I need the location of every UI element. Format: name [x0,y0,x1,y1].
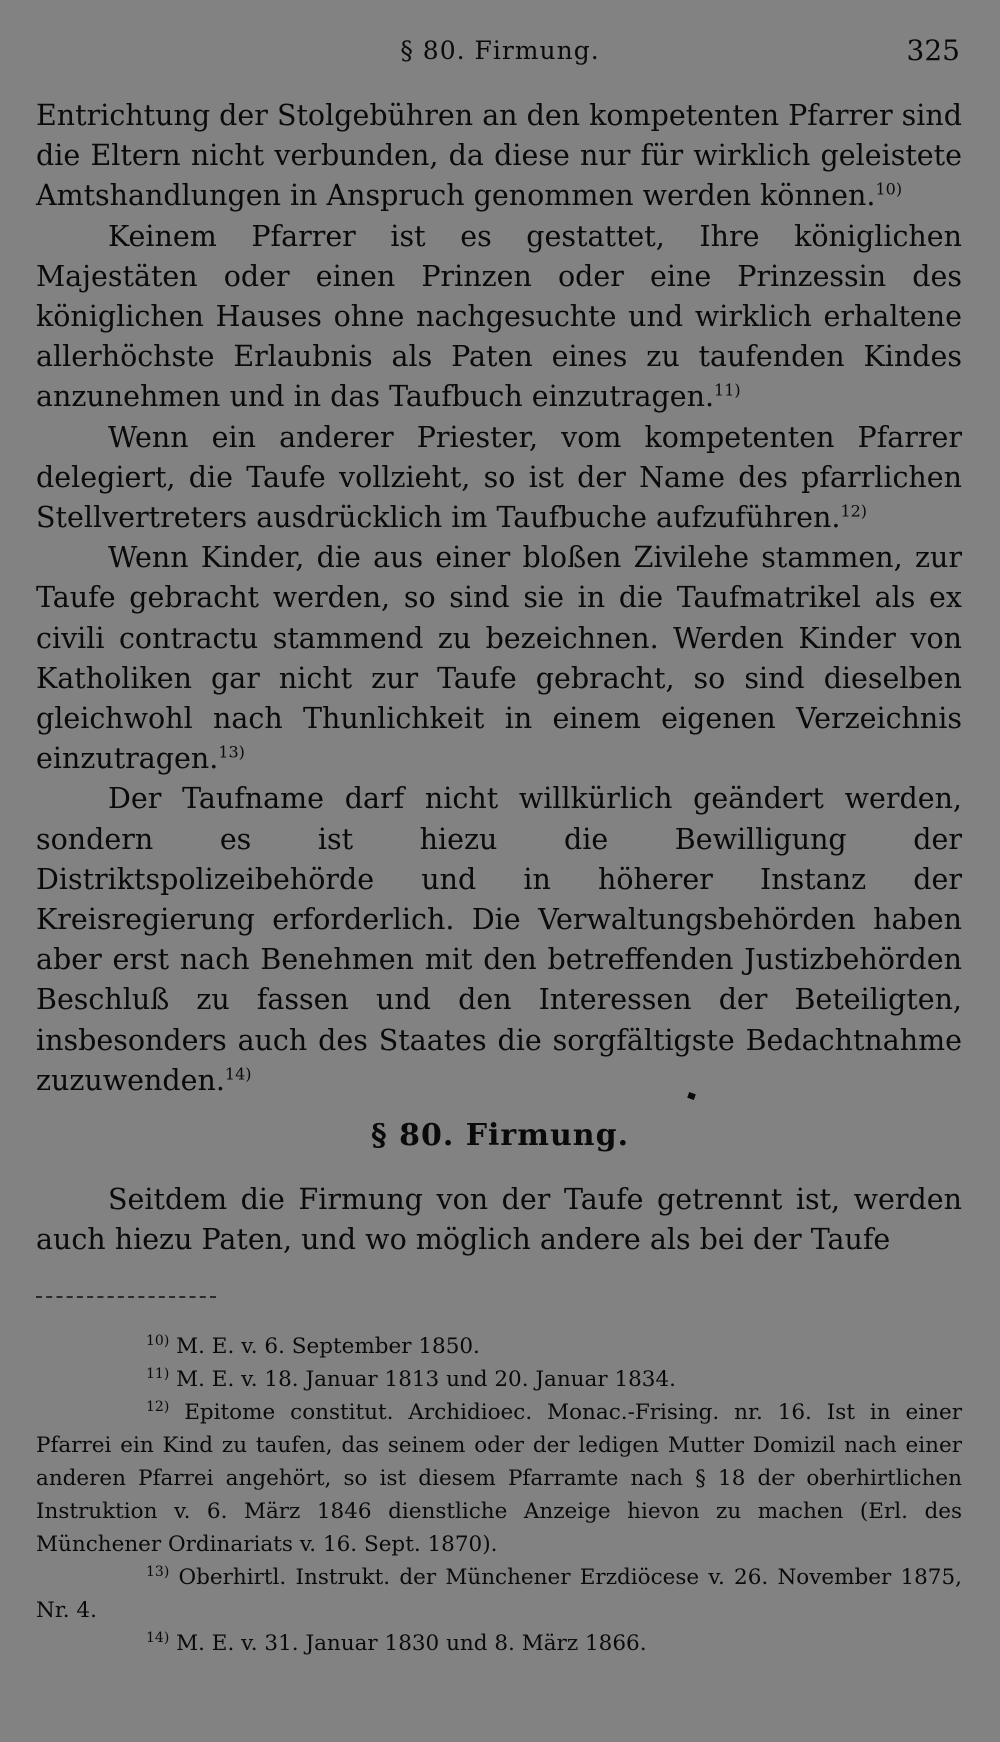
paragraph: Seitdem die Firmung von der Taufe getrennt ist, werden auch hiezu Paten, und wo möglich andere als bei der Taufe [36,1183,962,1257]
footnote: $^{14)}$ M. E. v. 31. Januar 1830 und 8. März 1866. [146,1629,647,1656]
footnotes [36,1330,962,1660]
footnote-ref: 12) [840,501,868,521]
running-head [0,36,1000,76]
paragraph: Wenn ein anderer Priester, vom kompetenten Pfarrer delegiert, die Taufe vollzieht, so ist der Name des pfarrlichen Stellvertreters ausdrücklich im Taufbuche aufzuführen.$^{12)}$ [36,420,962,535]
footnote: $^{12)}$ Epitome constitut. Archidioec. Monac.-Frising. nr. 16. Ist in einer Pfarrei ein Kind zu taufen, das seinem oder der ledigen Mutter Domizil nach einer anderen Pfarrei angehört, so ist diesem Pfarramte nach § 18 der oberhirtlichen Instruktion v. 6. März 1846 dienstliche Anzeige hievon zu machen (Erl. des Münchener Ordinariats v. 16. Sept. 1870). [36,1398,962,1557]
section-heading: § 80. Firmung. [370,1118,630,1153]
footnote-divider [36,1296,216,1298]
footnote-ref: 13) [218,742,245,762]
body-text [36,96,962,1101]
running-title: § 80. Firmung. [400,36,600,65]
section-body [36,1180,962,1260]
footnote: $^{13)}$ Oberhirtl. Instrukt. der Münchener Erzdiöcese v. 26. November 1875, Nr. 4. [36,1563,962,1623]
paragraph: Entrichtung der Stolgebühren an den kompetenten Pfarrer sind die Eltern nicht verbunden, da diese nur für wirklich geleistete Amtshandlungen in Anspruch genommen werden können.$^{10)}$ [36,99,962,213]
footnote-ref: 10) [875,179,903,199]
footnote-ref: 14) [224,1064,252,1084]
paragraph: Der Taufname darf nicht willkürlich geändert werden, sondern es ist hiezu die Bewilligung der Distriktspolizeibehörde und in höherer Instanz der Kreisregierung erforderlich. Die Verwaltungsbehörden haben aber erst nach Benehmen mit den betreffenden Justizbehörden Beschluß zu fassen und den Interessen der Beteiligten, insbesonders auch des Staates die sorgfältigste Bedachtnahme zuzuwenden.$^{14)}$ [36,782,962,1097]
paragraph: Wenn Kinder, die aus einer bloßen Zivilehe stammen, zur Taufe gebracht werden, so sind sie in die Taufmatrikel als ex civili contractu stammend zu bezeichnen. Werden Kinder von Katholiken gar nicht zur Taufe gebracht, so sind dieselben gleichwohl nach Thunlichkeit in einem eigenen Verzeichnis einzutragen.$^{13)}$ [36,541,962,776]
footnote: $^{11)}$ M. E. v. 18. Januar 1813 und 20. Januar 1834. [146,1365,676,1392]
page-number: 325 [906,34,960,67]
footnote: $^{10)}$ M. E. v. 6. September 1850. [146,1332,480,1359]
footnote-ref: 11) [714,380,741,400]
paragraph: Keinem Pfarrer ist es gestattet, Ihre königlichen Majestäten oder einen Prinzen oder eine Prinzessin des königlichen Hauses ohne nachgesuchte und wirklich erhaltene allerhöchste Erlaubnis als Paten eines zu taufenden Kindes anzunehmen und in das Taufbuch einzutragen.$^{11)}$ [36,219,962,414]
